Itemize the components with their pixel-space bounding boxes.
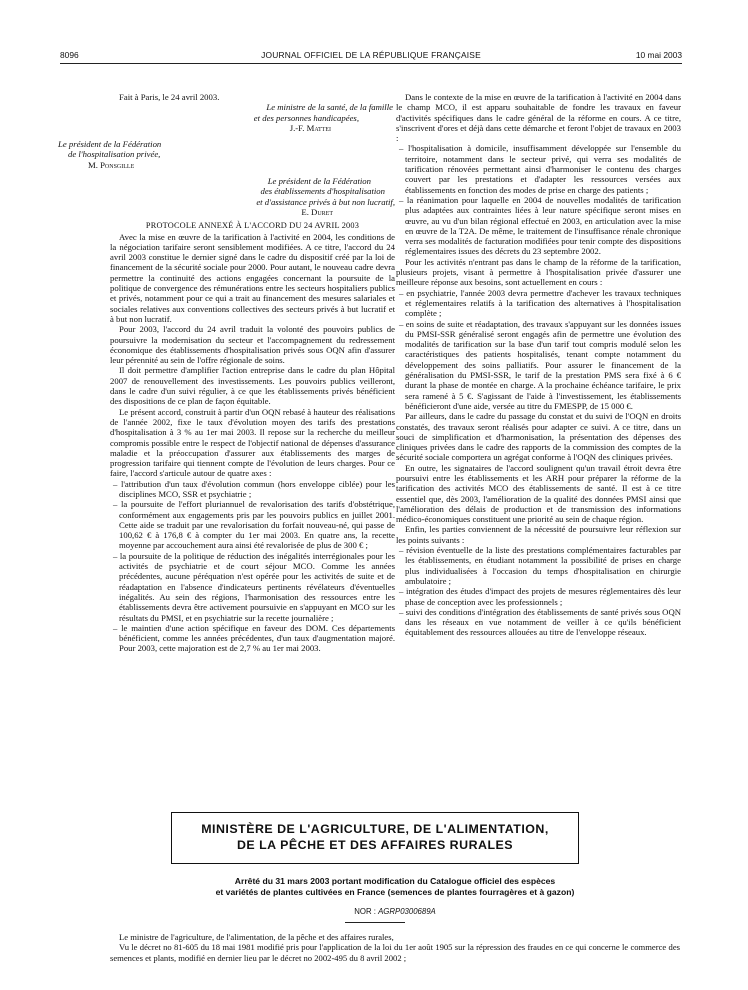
nor-code: AGRP0300689A [378, 907, 436, 916]
ministry-line-1: MINISTÈRE DE L'AGRICULTURE, DE L'ALIMENTATION, [201, 822, 549, 836]
arrete-title-line-1: Arrêté du 31 mars 2003 portant modification du Catalogue officiel des espèces [234, 876, 556, 886]
paragraph: Avec la mise en œuvre de la tarification à l'activité en 2004, les conditions de la négociation tarifaire seront sensiblement modifiées. A ce titre, l'accord du 24 avril 2003 constitue le dernier signé dans le cadre du dispositif créé par la loi de financement de la sécurité sociale pour 2000. Pour autant, le nouveau cadre devra permettre la continuité des actions engagées concernant la poursuite de la politique de convergence des rémunérations entre les secteurs hospitaliers publics et privés, notamment pour ce qui a trait au financement des mesures salariales et sociales relatives aux conventions collectives des secteurs privés à but lucratif et à but non lucratif. [110, 231, 395, 324]
nor-label: NOR : [354, 907, 376, 916]
list-item: – l'hospitalisation à domicile, insuffisamment développée sur l'ensemble du territoire, notamment dans le secteur privé, qui verra ses modalités de tarification rénovées permettant ainsi d'harmoniser le contenu des charges couvert par les prestations et d'adapter les ressources versées aux établissements en fonction des modes de prise en charge des patients ; [399, 143, 681, 195]
list-item: – suivi des conditions d'intégration des établissements de santé privés sous OQN dans les réseaux en vue notamment de veiller à ce qu'ils bénéficient équitablement des ressources allouées au titre de l'enveloppe réseaux. [399, 606, 681, 638]
fed2-title-1: Le président de la Fédération [267, 176, 371, 187]
list-item: – la réanimation pour laquelle en 2004 de nouvelles modalités de tarification plus adaptées aux contraintes liées à leur nature spécifique seront mises en œuvre, au vu d'un bilan régional effectué en 2003, en articulation avec la mise en œuvre de la T2A. De même, le traitement de l'insuffisance rénale chronique verra ses modalités de facturation modifiées pour tenir compte des dispositions réglementaires issues des décrets du 23 septembre 2002. [399, 194, 681, 257]
nor-rule [345, 922, 405, 923]
paragraph: Pour 2003, l'accord du 24 avril traduit la volonté des pouvoirs publics de poursuivre la modernisation du secteur et l'accompagnement du redressement économique des établissements d'hospitalisation privés sous OQN afin d'assurer leur pérennité au sein de l'offre régionale de soins. [110, 324, 395, 366]
ministry-line-2: DE LA PÊCHE ET DES AFFAIRES RURALES [236, 838, 514, 852]
fed1-name: M. Ponsgille [88, 159, 135, 170]
signature-block [58, 92, 395, 217]
paragraph: En outre, les signataires de l'accord soulignent qu'un travail étroit devra être poursuivi entre les établissements et les ARH pour préparer la réforme de la tarification des activités MCO des établissements de santé. Il est à ce titre essentiel que, dès 2003, l'amélioration de la qualité des données PMSI ainsi que l'amélioration des délais de production et de transmission des informations médico-économiques constituent une priorité au sein de chaque région. [396, 462, 681, 525]
nor-reference [110, 907, 680, 916]
issue-date: 10 mai 2003 [635, 50, 682, 60]
paragraph: Dans le contexte de la mise en œuvre de la tarification à l'activité en 2004 dans le champ MCO, il est apparu souhaitable de fondre les travaux en faveur d'activités spécifiques dans le cadre général de la réforme en cours. A ce titre, s'inscrivent d'ores et déjà dans cette démarche et feront l'objet de travaux en 2003 : [396, 92, 681, 144]
list-item: – la poursuite de l'effort pluriannuel de revalorisation des tarifs d'obstétrique, conformément aux engagements pris par les pouvoirs publics en juillet 2001. Cette aide se traduit par une revalorisation du forfait nouveau-né, qui passe de 100,62 € à 176,8 € à compter du 1er mai 2003. En quatre ans, la recette moyenne par accouchement aura ainsi été revalorisée de plus de 300 € ; [113, 499, 395, 551]
protocol-title: PROTOCOLE ANNEXÉ À L'ACCORD DU 24 AVRIL 2003 [145, 221, 360, 231]
minister-title-2: et des personnes handicapées, [253, 112, 359, 123]
list-item: – en psychiatrie, l'année 2003 devra permettre d'achever les travaux techniques et réglementaires relatifs à la tarification des alternatives à l'hospitalisation complète ; [399, 287, 681, 319]
paragraph: Par ailleurs, dans le cadre du passage du constat et du suivi de l'OQN en droits constatés, des travaux seront réalisés pour adapter ce suivi. A ce titre, dans un souci de simplification et d'harmonisation, la présentation des dépenses des cliniques privées dans le cadre des rapports de la commission des comptes de la sécurité sociale comportera un agrégat conforme à l'OQN des cliniques privées. [396, 411, 681, 463]
arrete-title-line-2: et variétés de plantes cultivées en France (semences de plantes fourragères et à gazon) [215, 886, 575, 897]
header-rule [60, 63, 682, 64]
paragraph: Il doit permettre d'amplifier l'action entreprise dans le cadre du plan Hôpital 2007 de renouvellement des investissements. Les pouvoirs publics veilleront, dans le cadre d'un suivi régulier, à ce que les établissements privés bénéficient des dispositions de ce plan de façon équitable. [110, 365, 395, 407]
list-item: – révision éventuelle de la liste des prestations complémentaires facturables par les établissements, en étudiant notamment la possibilité de prises en charge plus individualisées à l'occasion du temps d'hospitalisation en chirurgie ambulatoire ; [399, 545, 681, 586]
right-column [396, 92, 681, 638]
list-item: – en soins de suite et réadaptation, des travaux s'appuyant sur les données issues du PMSI-SSR généralisé seront engagés afin de permettre une évolution des modalités de tarification sur la base d'un tarif tout compris modulé selon les caractéristiques des patients hospitalisés, tenant compte notamment du développement des soins palliatifs. Pour assurer le financement de la généralisation du PMSI-SSR, le tarif de la prestation PMS sera fixé à 6 € durant la phase de montée en charge. A la prochaine échéance tarifaire, le prix sera ramené à 5 €. S'agissant de l'aide à l'investissement, les établissements bénéficieront d'une aide, versée au titre du FMESPP, de 15 000 €. [399, 318, 681, 411]
journal-title: JOURNAL OFFICIEL DE LA RÉPUBLIQUE FRANÇAISE [261, 50, 481, 60]
ministry-heading-box [171, 812, 579, 864]
arrete-body [110, 932, 680, 963]
list-item: – l'attribution d'un taux d'évolution commun (hors enveloppe ciblée) pour les disciplines MCO, SSR et psychiatrie ; [113, 478, 395, 499]
paragraph: Le ministre de l'agriculture, de l'alimentation, de la pêche et des affaires rurales, [119, 932, 394, 942]
paragraph: Le présent accord, construit à partir d'un OQN rebasé à hauteur des réalisations de l'année 2002, fixe le taux d'évolution moyen des tarifs des prestations d'hospitalisation à 3 % au 1er mai 2003. Il repose sur la recherche du meilleur compromis possible entre le respect de l'objectif national de dépenses d'assurance maladie et la préoccupation d'assurer aux établissements des marges de progression tarifaire qui tiennent compte de l'évolution de leurs charges. Pour ce faire, l'accord s'articule autour de quatre axes : [110, 406, 395, 479]
page-number: 8096 [60, 50, 79, 60]
fed2-title-2: des établissements d'hospitalisation [260, 186, 385, 197]
place-date: Fait à Paris, le 24 avril 2003. [119, 92, 220, 102]
fed1-title-1: Le président de la Fédération [58, 139, 162, 150]
fed1-title-2: de l'hospitalisation privée, [68, 149, 161, 160]
paragraph: Vu le décret no 81-605 du 18 mai 1981 modifié pris pour l'application de la loi du 1er août 1905 sur la répression des fraudes en ce qui concerne le commerce des semences et plants, modifié en dernier lieu par le décret no 2002-495 du 8 avril 2002 ; [110, 942, 680, 963]
list-item: – le maintien d'une action spécifique en faveur des DOM. Ces départements bénéficient, comme les années précédentes, d'un taux d'augmentation majoré. Pour 2003, cette majoration est de 2,7 % au 1er mai 2003. [113, 622, 395, 654]
left-column [58, 92, 395, 654]
paragraph: Pour les activités n'entrant pas dans le champ de la réforme de la tarification, plusieurs projets, visant à permettre à l'hospitalisation privée d'assurer une meilleure réponse aux besoins, sont actuellement en cours : [396, 256, 681, 288]
paragraph: Enfin, les parties conviennent de la nécessité de poursuivre leur réflexion sur les points suivants : [396, 524, 681, 545]
page-header [60, 46, 682, 64]
minister-name: J.-F. Mattei [289, 122, 331, 133]
fed2-name: E. Duret [301, 206, 333, 217]
minister-title-1: Le ministre de la santé, de la famille [266, 102, 393, 113]
list-item: – la poursuite de la politique de réduction des inégalités interrégionales pour les activités de psychiatrie et de court séjour MCO. Comme les années précédentes, aucune péréquation n'est opérée pour les activités de suite et de réadaptation en l'absence d'indicateurs pertinents révélateurs d'éventuelles inégalités. Au sein des régions, l'harmonisation des ressources entre les établissements devra être activement poursuivie en s'appuyant en MCO sur les résultats du PMSI, et en psychiatrie sur la recette journalière ; [113, 550, 395, 623]
arrete-title [110, 876, 680, 897]
list-item: – intégration des études d'impact des projets de mesures réglementaires dès leur phase de conception avec les professionnels ; [399, 586, 681, 607]
fed2-title-3: et d'assistance privés à but non lucratif, [256, 196, 395, 207]
